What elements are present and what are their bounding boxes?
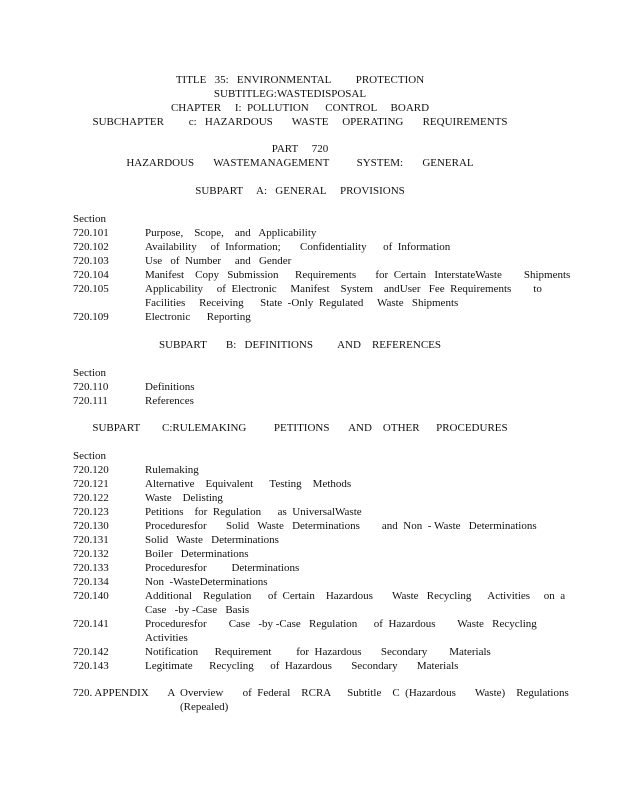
subchapter-line: SUBCHAPTER c: HAZARDOUS WASTE OPERATING REQUIREMENTS: [92, 116, 508, 128]
section-number: 720.109: [73, 311, 109, 323]
appendix-status: (Repealed): [180, 701, 229, 713]
section-number: 720.134: [73, 576, 109, 588]
section-title: Purpose, Scope, and Applicability: [145, 227, 317, 239]
section-number: 720.122: [73, 492, 109, 504]
section-number: 720.121: [73, 478, 109, 490]
section-number: 720.103: [73, 255, 109, 267]
section-number: 720.140: [73, 590, 109, 602]
section-title: Proceduresfor Solid Waste Determinations and Non - Waste Determinations: [145, 520, 537, 532]
subpart-c-heading: SUBPART C:RULEMAKING PETITIONS AND OTHER PROCEDURES: [92, 422, 508, 434]
section-title: Manifest Copy Submission Requirements for Certain InterstateWaste Shipments: [145, 269, 571, 281]
section-label: Section: [73, 450, 106, 462]
part-line: PART 720: [271, 143, 329, 155]
section-title: Non -WasteDeterminations: [145, 576, 268, 588]
section-title: Boiler Determinations: [145, 548, 249, 560]
section-title: References: [145, 395, 194, 407]
section-title: Proceduresfor Case -by -Case Regulation of Hazardous Waste Recycling: [145, 618, 537, 630]
subpart-a-heading: SUBPART A: GENERAL PROVISIONS: [195, 185, 405, 197]
section-title: Use of Number and Gender: [145, 255, 292, 267]
section-title-continued: Case -by -Case Basis: [145, 604, 250, 616]
section-number: 720.130: [73, 520, 109, 532]
section-title: Applicability of Electronic Manifest System andUser Fee Requirements to: [145, 283, 542, 295]
section-label: Section: [73, 213, 106, 225]
section-number: 720.143: [73, 660, 109, 672]
section-number: 720.133: [73, 562, 109, 574]
section-label: Section: [73, 367, 106, 379]
subtitle-line: SUBTITLEG:WASTEDISPOSAL: [213, 88, 367, 100]
chapter-line: CHAPTER I: POLLUTION CONTROL BOARD: [170, 102, 430, 114]
section-title: Petitions for Regulation as UniversalWaste: [145, 506, 362, 518]
section-title: Legitimate Recycling of Hazardous Secondary Materials: [145, 660, 459, 672]
title-line: TITLE 35: ENVIRONMENTAL PROTECTION: [175, 74, 425, 86]
appendix-title: Overview of Federal RCRA Subtitle C (Hazardous Waste) Regulations: [180, 687, 569, 699]
section-title: Rulemaking: [145, 464, 199, 476]
section-title: Electronic Reporting: [145, 311, 251, 323]
section-number: 720.104: [73, 269, 109, 281]
section-number: 720.111: [73, 395, 108, 407]
section-number: 720.120: [73, 464, 109, 476]
section-title: Definitions: [145, 381, 195, 393]
subpart-b-heading: SUBPART B: DEFINITIONS AND REFERENCES: [158, 339, 442, 351]
section-title: Proceduresfor Determinations: [145, 562, 300, 574]
part-title: HAZARDOUS WASTEMANAGEMENT SYSTEM: GENERAL: [126, 157, 474, 169]
appendix-label: 720. APPENDIX A: [73, 687, 176, 699]
section-title: Solid Waste Determinations: [145, 534, 279, 546]
section-title-continued: Facilities Receiving State -Only Regulated Waste Shipments: [145, 297, 459, 309]
section-title: Alternative Equivalent Testing Methods: [145, 478, 352, 490]
section-number: 720.132: [73, 548, 109, 560]
section-title: Waste Delisting: [145, 492, 223, 504]
section-number: 720.110: [73, 381, 109, 393]
section-title-continued: Activities: [145, 632, 188, 644]
section-title: Notification Requirement for Hazardous Secondary Materials: [145, 646, 491, 658]
section-number: 720.131: [73, 534, 109, 546]
section-number: 720.141: [73, 618, 109, 630]
section-number: 720.105: [73, 283, 109, 295]
section-number: 720.101: [73, 227, 109, 239]
section-number: 720.123: [73, 506, 109, 518]
section-number: 720.142: [73, 646, 109, 658]
section-number: 720.102: [73, 241, 109, 253]
section-title: Additional Regulation of Certain Hazardous Waste Recycling Activities on a: [145, 590, 566, 602]
section-title: Availability of Information; Confidentiality of Information: [145, 241, 451, 253]
